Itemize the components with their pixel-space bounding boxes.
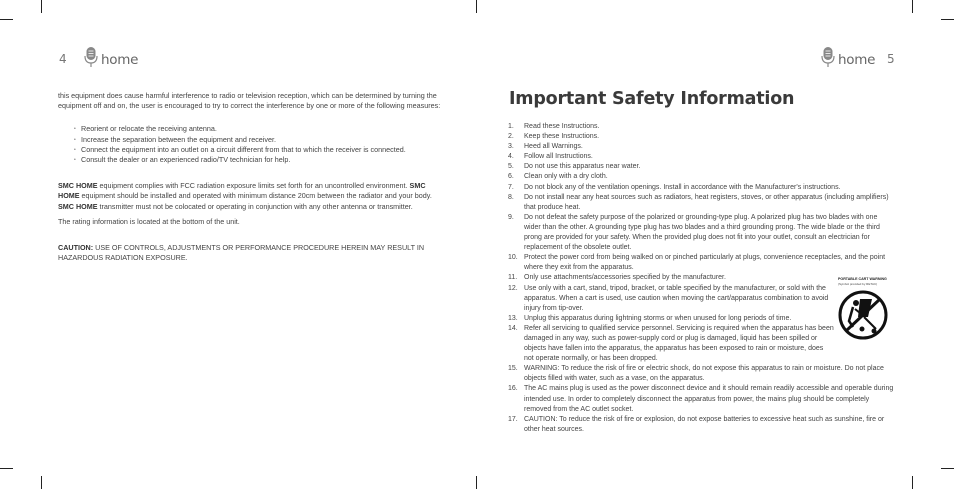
item-text: Do not block any of the ventilation openings. Install in accordance with the Manufacturer's instructions. (524, 183, 841, 191)
crop-mark (476, 0, 477, 13)
item-text: Do not install near any heat sources such as radiators, heat registers, stoves, or other apparatus (including amplifiers) that produce heat. (524, 193, 889, 211)
list-item (508, 172, 896, 182)
caution-paragraph (58, 243, 446, 263)
list-item (508, 384, 896, 414)
list-item (508, 152, 896, 162)
item-text: Do not defeat the safety purpose of the polarized or grounding-type plug. A polarized plug has two blades with one wider than the other. A grounding type plug has two blades and a third grounding prong. The wide blade or the third prong are provided for your safety. When the provided plug does not fit into your outlet, consult an electrician for replacement of the obsolete outlet. (524, 213, 880, 252)
logo-text: home (838, 51, 876, 68)
page-number-right: 5 (887, 52, 895, 66)
crop-mark (941, 19, 954, 20)
microphone-icon (821, 46, 835, 73)
item-number: 7. (508, 183, 514, 191)
item-number: 3. (508, 143, 514, 151)
crop-mark (912, 0, 913, 13)
list-item (508, 162, 896, 172)
list-item (508, 415, 896, 435)
cart-warning-subtitle: (Symbol provided by RETAC) (838, 282, 878, 286)
crop-mark (0, 19, 13, 20)
list-item (508, 364, 896, 384)
item-number: 10. (508, 254, 518, 262)
item-number: 11. (508, 274, 518, 282)
list-item (508, 122, 896, 132)
item-number: 4. (508, 153, 514, 161)
logo-text: home (101, 51, 139, 68)
crop-mark (41, 476, 42, 489)
item-text: Follow all Instructions. (524, 153, 593, 161)
list-item (508, 193, 896, 213)
list-item (508, 213, 896, 253)
microphone-icon (84, 46, 98, 73)
list-item (508, 132, 896, 142)
item-text: Unplug this apparatus during lightning storms or when unused for long periods of time. (524, 314, 792, 322)
item-text: WARNING: To reduce the risk of fire or electric shock, do not expose this apparatus to rain or moisture. Do not place objects filled with water, such as a vase, on the apparatus. (524, 365, 884, 383)
left-page-body (58, 91, 446, 263)
brand-name: SMC HOME (58, 181, 426, 201)
item-number: 15. (508, 365, 518, 373)
item-text: Heed all Warnings. (524, 143, 583, 151)
fcc-text: transmitter must not be colocated or operating in conjunction with any other antenna or transmitter. (97, 201, 413, 211)
caution-text: USE OF CONTROLS, ADJUSTMENTS OR PERFORMANCE PROCEDURE HEREIN MAY RESULT IN HAZARDOUS RADIATION EXPOSURE. (58, 243, 425, 263)
item-text: Use only with a cart, stand, tripod, bracket, or table specified by the manufacturer, or sold with the apparatus. When a cart is used, use caution when moving the cart/apparatus combination to avoid injury from tip-over. (524, 284, 829, 312)
brand-name: SMC HOME (58, 181, 98, 191)
item-number: 16. (508, 385, 518, 393)
item-text: The AC mains plug is used as the power disconnect device and it should remain readily accessible and operable during intended use. In order to completely disconnect the apparatus from power, the mains plug should be completely removed from the AC outlet socket. (524, 385, 894, 413)
item-text: Read these Instructions. (524, 123, 600, 130)
home-logo-right (821, 46, 875, 73)
brand-name: SMC HOME (58, 201, 98, 211)
cart-warning-title: PORTABLE CART WARNING (838, 277, 887, 281)
item-number: 2. (508, 133, 514, 141)
fcc-text: equipment should be installed and operated with minimum distance 20cm between the radiator and your body. (79, 191, 432, 201)
crop-mark (476, 476, 477, 489)
item-text: CAUTION: To reduce the risk of fire or explosion, do not expose batteries to excessive heat such as sunshine, fire or other heat sources. (524, 415, 885, 433)
caution-label: CAUTION: (58, 243, 94, 253)
item-number: 13. (508, 314, 518, 322)
list-item (508, 142, 896, 152)
cart-tip-over-icon (838, 287, 898, 343)
item-number: 5. (508, 163, 514, 171)
cart-warning (838, 277, 898, 343)
fcc-paragraph (58, 181, 446, 212)
item-number: 8. (508, 193, 514, 201)
page-title: Important Safety Information (509, 89, 795, 109)
crop-mark (941, 468, 954, 469)
item-text: Do not use this apparatus near water. (524, 163, 641, 171)
list-item: • Consult the dealer or an experienced radio/TV technician for help. (75, 155, 446, 165)
crop-mark (0, 468, 13, 469)
list-item (508, 253, 896, 273)
item-text: Refer all servicing to qualified service personnel. Servicing is required when the apparatus has been damaged in any way, such as power-supply cord or plug is damaged, liquid has been spilled or objects have fallen into the apparatus, the apparatus has been exposed to rain or moisture, does not operate normally, or has been dropped. (524, 324, 834, 363)
intro-paragraph: this equipment does cause harmful interference to radio or television reception, which can be determined by turning the equipment off and on, the user is encouraged to try to correct the interference by one or more of the following measures: (58, 91, 441, 111)
item-number: 1. (508, 123, 514, 130)
crop-mark (41, 0, 42, 13)
item-text: Clean only with a dry cloth. (524, 173, 608, 181)
list-item: • Connect the equipment into an outlet on a circuit different from that to which the receiver is connected. (75, 145, 446, 155)
list-item (508, 183, 896, 193)
list-item: • Reorient or relocate the receiving antenna. (75, 124, 446, 134)
page-number-left: 4 (59, 52, 67, 66)
item-number: 12. (508, 284, 518, 292)
home-logo-left (84, 46, 138, 73)
crop-mark (912, 476, 913, 489)
measures-list (75, 124, 446, 165)
item-number: 14. (508, 324, 518, 332)
item-text: Only use attachments/accessories specified by the manufacturer. (524, 274, 726, 282)
item-text: Keep these Instructions. (524, 133, 600, 141)
fcc-text: equipment complies with FCC radiation exposure limits set forth for an uncontrolled environment. (97, 181, 410, 191)
item-number: 6. (508, 173, 514, 181)
item-number: 9. (508, 213, 514, 221)
item-number: 17. (508, 415, 518, 423)
list-item: • Increase the separation between the equipment and receiver. (75, 135, 446, 145)
item-text: Protect the power cord from being walked on or pinched particularly at plugs, convenience receptacles, and the point where they exit from the apparatus. (524, 254, 886, 272)
rating-paragraph: The rating information is located at the bottom of the unit. (58, 216, 240, 226)
